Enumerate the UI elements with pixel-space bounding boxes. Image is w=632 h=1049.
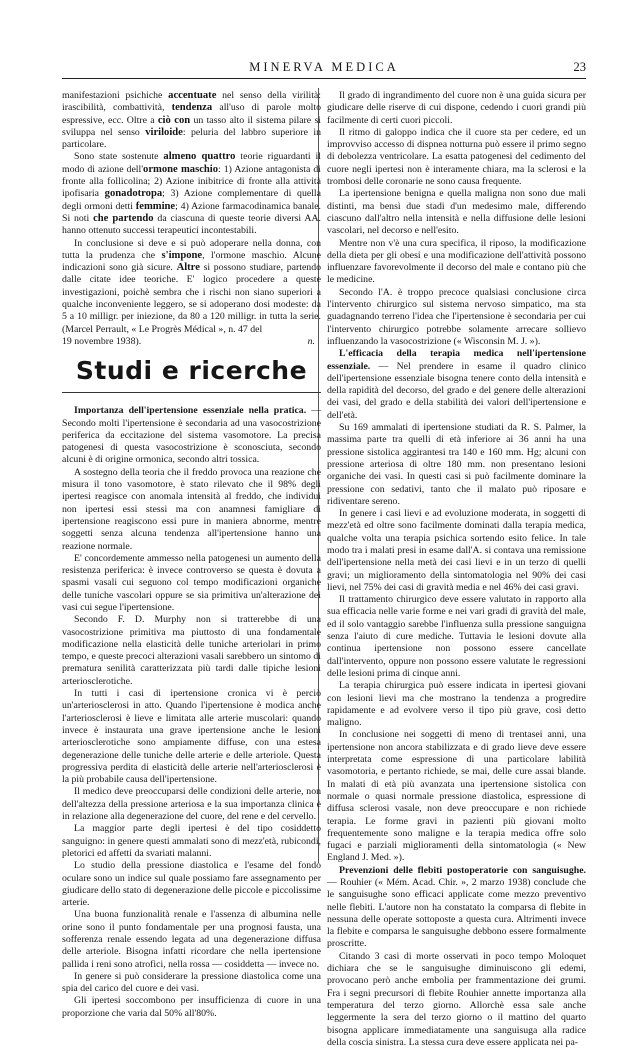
- article1-paragraph: [62, 971, 321, 996]
- paragraph-text: si possono studiare, partendo dalle citate idee teoriche. E' logico procedere a queste investigazioni, poichè sembra che i rischi non siano superiori a qualche inconveniente leggero, se si adoperano dosi modeste: da 5 a 10 milligr. per iniezione, da 80 a 120 milligr. in tutta la serie. (Marcel Perrault, « Le Progrès Médical », n. 47 del: [62, 262, 321, 335]
- paragraph-text: In conclusione si deve e si può adoperare nella donna, con tutta la prudenza che: [62, 237, 321, 261]
- article1-paragraph: [62, 405, 321, 466]
- intro-article-continuation: [62, 90, 321, 336]
- paragraph-text: — Rouhier (« Mém. Acad. Chir. », 2 marzo 1938) conclude che le sanguisughe sono efficaci applicate come mezzo preventivo nelle flebiti. L'autore non ha constatato la comparsa di flebite in nessuna delle operate sottoposte a questa cura. Altrimenti invece la flebite e comparsa le sanguisughe debbono essere formalmente proscritte.: [327, 877, 586, 950]
- paragraph-text: un tasso alto il sistema pilare si sviluppa nel senso: [62, 114, 321, 138]
- continued-paragraph: La ipertensione benigna e quella maligna non sono due mali distinti, ma bensì due stadi d'un medesimo male, differendo ciascuno dall'altro nella intensità e nella diffusione delle lesioni vascolari, nel decorso e nell'esito.: [327, 188, 586, 237]
- article3-paragraph: [327, 865, 586, 951]
- article1-paragraph: [62, 860, 321, 909]
- paragraph-text: La maggior parte degli ipertesi è del tipo cosiddetto sanguigno: in genere questi ammalati sono di mezz'età, rubicondi, pletorici ed affetti da svariati malanni.: [62, 823, 321, 859]
- section-rule: [62, 392, 321, 393]
- emphasized-text: almeno quattro: [163, 151, 236, 163]
- article3-paragraph: [327, 951, 586, 1049]
- article1-title: Importanza dell'ipertensione essenziale nella pratica.: [74, 405, 307, 417]
- intro-date-line: 19 novembre 1938).: [62, 335, 142, 347]
- continued-paragraph: Mentre non v'è una cura specifica, il riposo, la modificazione della dieta per gli obesi e una modificazione dell'attività possono influenzare favorevolmente il decorso del male e contano più che le medicine.: [327, 237, 586, 286]
- intro-citation-end: [62, 336, 321, 348]
- article-postoperative-phlebitis: [327, 865, 586, 1049]
- paragraph-text: A sostegno della teoria che il freddo provoca una reazione che misura il tono vasomotore, è stato rilevato che il 98% degli ipertesi reagisce con anomala intensità al freddo, che individui non ipertesi essi stessi ma con anamnesi famigliare di ipertensione reagiscono essi pure in maniera abnorme, mentre soggetti senza alcuna tendenza all'ipertensione hanno una reazione normale.: [62, 466, 321, 552]
- paragraph-text: — Secondo molti l'ipertensione è secondaria ad una vasocostrizione periferica da eccitazione del sistema vasomotore. La precisa patogenesi di questa vasocostrizione è sconosciuta, secondo alcuni è di origine ormonica, secondo altri tossica.: [62, 405, 321, 466]
- article1-paragraph: [62, 909, 321, 970]
- paragraph-text: Gli ipertesi soccombono per insufficienza di cuore in una proporzione che varia dal 50% all'80%.: [62, 995, 321, 1019]
- article1-paragraph: [62, 553, 321, 614]
- emphasized-text: Altre: [176, 262, 200, 274]
- paragraph-text: Secondo F. D. Murphy non si tratterebbe di una vasocostrizione primitiva ma piuttosto di una fondamentale modificazione nella elasticità delle tuniche arteriolari in primo tempo, e queste precoci alterazioni vasali sarebbero un sintomo di prematura senilità caratterizzata più tardi dalle tipiche lesioni arteriosclerotiche.: [62, 614, 321, 687]
- intro-paragraph: [62, 90, 321, 151]
- emphasized-text: gonadotropa: [104, 188, 163, 200]
- paragraph-text: da ciascuna di queste teorie diversi AA. hanno ottenuto successi terapeutici incontestabili.: [62, 212, 321, 237]
- article2-paragraph: [327, 508, 586, 594]
- intro-signature: n.: [307, 335, 315, 347]
- article1-paragraph: [62, 614, 321, 688]
- paragraph-text: : 1) Azione antagonista di fronte alla follicolina; 2) Azione inibitrice di fronte alla attività ipofisaria: [62, 163, 321, 200]
- emphasized-text: viriloide: [145, 126, 183, 138]
- paragraph-text: Su 169 ammalati di ipertensione studiati da R. S. Palmer, la massima parte tra quelli di età inferiore ai 36 anni ha una pressione sistolica aggirantesi tra 140 e 160 mm. Hg; alcuni con pressione arteriosa di oltre 180 mm. non presentano lesioni organiche dei vasi. In questi casi si può facilmente dominare la pressione con sedativi, tanto che il malato può riposare e ridiventare sereno.: [327, 422, 586, 507]
- article1-paragraph: [62, 688, 321, 786]
- emphasized-text: ormone maschio: [143, 163, 219, 175]
- paragraph-text: Una buona funzionalità renale e l'assenza di albumina nelle orine sono il punto fondamentale per una prognosi fausta, una sofferenza renale essendo legata ad una degenerazione diffusa delle arteriole. Bisogna infatti ricordare che nella ipertensione pallida i reni sono atrofici, nella rossa — cosiddetta — invece no.: [62, 909, 321, 970]
- paragraph-text: — Nel prendere in esame il quadro clinico dell'ipertensione essenziale bisogna tenere conto della intensità e della rapidità del decorso, del grado e del genere delle alterazioni dei vasi, del grado e della stabilità dei valori dell'ipertensione e dell'età.: [327, 360, 586, 421]
- intro-paragraph: [62, 238, 321, 336]
- article-hypertension-importance: [62, 405, 321, 1020]
- paragraph-text: Citando 3 casi di morte osservati in poco tempo Moloquet dichiara che se le sanguisughe diminuiscono gli edemi, provocano però anche embolia per frammentazione dei grumi. Fra i segni precursori di flebite Rouhier annette importanza alla temperatura del terzo giorno. Allorchè essa sale anche leggermente la sera del terzo giorno o il mattino del quarto bisogna applicare immediatamente una sanguisuga alla radice della coscia sinistra. La stessa cura deve essere applicata nei pa-: [327, 950, 586, 1048]
- paragraph-text: all'uso di parole molto espressive, ecc. Oltre a: [62, 102, 321, 126]
- paragraph-text: E' concordemente ammesso nella patogenesi un aumento della resistenza periferica: è invece controverso se questa è dovuta a spasmi vasali cui seguono col tempo modificazioni organiche delle tuniche vascolari oppure se sia primitiva un'alterazione dei vasi cui segue l'ipertensione.: [62, 552, 321, 613]
- article2-paragraph: [327, 680, 586, 729]
- emphasized-text: ciò con: [157, 114, 191, 126]
- emphasized-text: tendenza: [171, 102, 213, 114]
- article1-paragraph: [62, 995, 321, 1020]
- paragraph-text: Sono state sostenute: [74, 151, 164, 163]
- paragraph-text: teorie riguardanti il modo di azione dell': [62, 151, 321, 175]
- continued-paragraph: Il ritmo di galoppo indica che il cuore sta per cedere, ed un improvviso accesso di dispnea notturna può essere il primo segno di debolezza ventricolare. La esatta patogenesi del cedimento del cuore negli ipertesi non è interamente chiara, ma la sclerosi e la trombosi delle coronarie ne sono causa frequente.: [327, 126, 586, 188]
- section-title: Studi e ricerche: [75, 356, 308, 386]
- paragraph-text: ; 4) Azione farmacodinamica banale. Si noti: [62, 200, 321, 224]
- paragraph-text: manifestazioni psichiche: [62, 90, 169, 101]
- article2-title: L'efficacia della terapia medica nell'ipertensione essenziale.: [327, 348, 586, 372]
- article2-paragraph: [327, 729, 586, 864]
- paragraph-text: In genere si può considerare la pressione diastolica come una spia del carico del cuore e dei vasi.: [62, 970, 321, 995]
- article-hypertension-continued: [327, 90, 586, 348]
- paragraph-text: Lo studio della pressione diastolica e l'esame del fondo oculare sono un indice sul quale possiamo fare assegnamento per giudicare dello stato di degenerazione delle piccole e piccolissime arterie.: [62, 860, 321, 909]
- paragraph-text: In tutti i casi di ipertensione cronica vi è perciò un'arteriosclerosi in atto. Quando l'ipertensione è modica anche l'arteriosclerosi è lieve e limitata alle arterie muscolari: quando invece è instaurata una grave ipertensione anche le lesioni arteriosclerotiche sono ampiamente diffuse, con una estesa degenerazione delle tuniche delle arterie e delle arteriole. Questa progressiva perdita di elasticità delle arterie nell'arteriosclerosi è la più probabile causa dell'ipertensione.: [62, 688, 321, 786]
- continued-paragraph: Il grado di ingrandimento del cuore non è una guida sicura per giudicare delle riserve di cui dispone, cedendo i cuori grandi più facilmente di certi cuori piccoli.: [327, 90, 586, 126]
- paragraph-text: nel senso della virilità: irascibilità, combattività,: [62, 90, 321, 114]
- emphasized-text: s'impone: [161, 249, 203, 261]
- paragraph-text: : peluria del labbro superiore in particolare.: [62, 126, 321, 151]
- intro-paragraph: [62, 151, 321, 237]
- paragraph-text: Il trattamento chirurgico deve essere valutato in rapporto alla sua efficacia nelle varie forme e nei vari gradi di gravità del male, ed il solo vantaggio sarebbe l'influenza sulla pressione sanguigna senza l'aiuto di cure mediche. Tuttavia le lesioni dovute alla continua ipertensione non possono essere cancellate dall'intervento, oppure non possono essere valutate le regressioni delle lesioni prima di cinque anni.: [327, 594, 586, 679]
- paragraph-text: Il medico deve preoccuparsi delle condizioni delle arterie, non dell'altezza della pressione arteriosa e la sua importanza clinica è in relazione alla degenerazione del cuore, del rene e del cervello.: [62, 786, 321, 823]
- article2-paragraph: [327, 348, 586, 422]
- article3-title: Prevenzioni delle flebiti postoperatorie con sanguisughe.: [339, 864, 586, 876]
- article1-paragraph: [62, 786, 321, 823]
- emphasized-text: accentuate: [168, 90, 217, 101]
- article-hypertension-therapy: [327, 348, 586, 864]
- paragraph-text: La terapia chirurgica può essere indicata in ipertesi giovani con lesioni lievi ma che mostrano la tendenza a progredire rapidamente e ad evolvere verso il tipo più grave, così detto maligno.: [327, 680, 586, 729]
- article2-paragraph: [327, 422, 586, 508]
- paragraph-text: , l'ormone maschio. Alcune indicazioni sono già sicure.: [62, 249, 321, 274]
- continued-paragraph: Secondo l'A. è troppo precoce qualsiasi conclusione circa l'intervento chirurgico sul sistema nervoso simpatico, ma sta guadagnando terreno l'idea che l'ipertensione è secondaria per cui l'intervento chirurgico potrebbe solamente arrecare sollievo influenzando la vasocostrizione (« Wisconsin M. J. »).: [327, 286, 586, 347]
- paragraph-text: ; 3) Azione complementare di quella degli ormoni detti: [62, 188, 321, 212]
- article1-paragraph: [62, 823, 321, 860]
- left-column: [62, 90, 321, 1020]
- page-number: 23: [573, 60, 586, 74]
- emphasized-text: che partendo: [93, 212, 154, 224]
- paragraph-text: In genere i casi lievi e ad evoluzione moderata, in soggetti di mezz'età ed oltre sono facilmente dominati dalla terapia medica, qualche volta una terapia psichica sortendo esito felice. In tale modo tra i malati presi in esame dall'A. si contava una remissione dell'ipertensione nella metà dei casi lievi e in un terzo di quelli gravi; un miglioramento della sintomatologia nel 90% dei casi lievi, nel 75% dei casi di gravità media e nel 46% dei casi gravi.: [327, 508, 586, 593]
- article2-paragraph: [327, 594, 586, 680]
- paragraph-text: In conclusione nei soggetti di meno di trentasei anni, una ipertensione non ancora stabilizzata e di grado lieve deve essere interpretata come espressione di una particolare labilità vasomotoria, e pertanto richiede, se mai, delle cure assai blande. In malati di età più avanzata una ipertensione sistolica con normale o quasi normale pressione diastolica, espressione di diffusa sclerosi vasale, non deve preoccupare e non richiede terapia. Le forme gravi in pazienti più giovani molto frequentemente sono maligne e la terapia medica offre solo fugaci e parziali miglioramenti della sintomatologia (« New England J. Med. »).: [327, 729, 586, 864]
- article1-paragraph: [62, 467, 321, 553]
- emphasized-text: femmine: [135, 200, 176, 212]
- running-header: [62, 60, 586, 79]
- right-column: [327, 90, 586, 1049]
- journal-title: MINERVA MEDICA: [249, 60, 399, 74]
